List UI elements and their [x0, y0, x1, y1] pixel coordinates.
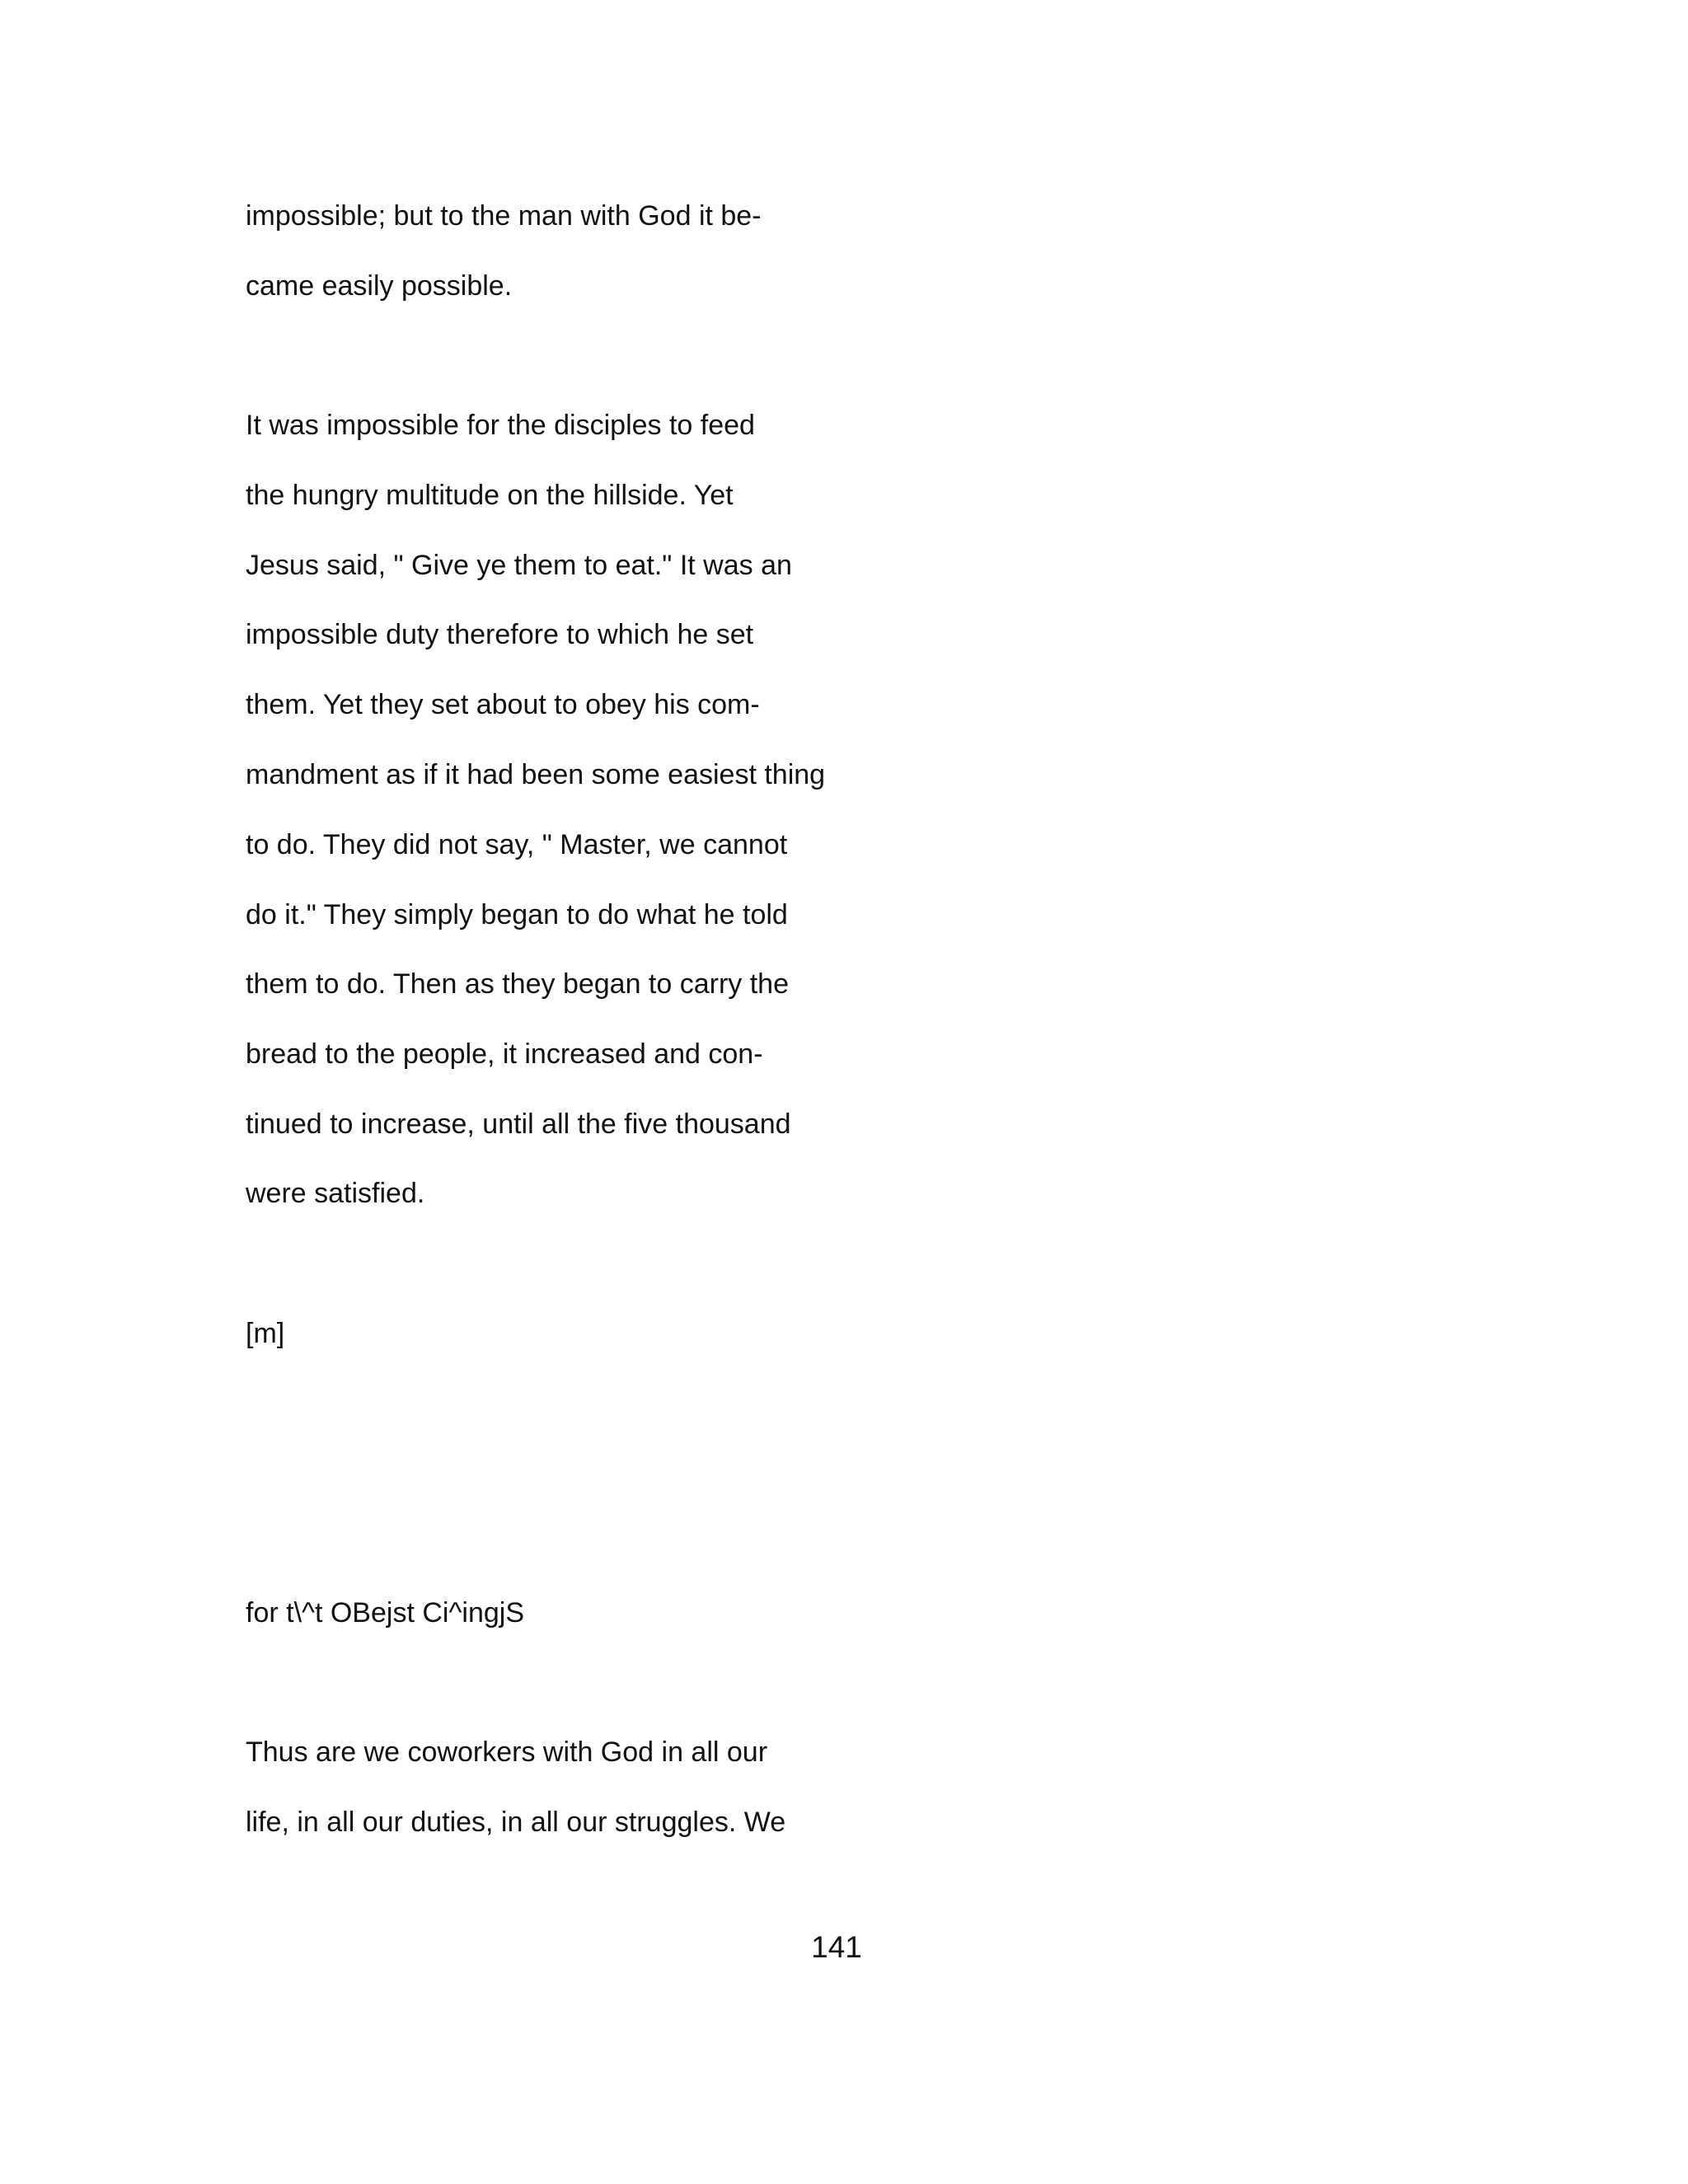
text-line-14: were satisfied. — [246, 1178, 425, 1209]
text-line-13: tinued to increase, until all the five thousand — [246, 1108, 791, 1140]
text-line-7: them. Yet they set about to obey his com- — [246, 689, 760, 720]
text-line-17: Thus are we coworkers with God in all our — [246, 1736, 768, 1768]
text-line-8: mandment as if it had been some easiest thing — [246, 759, 826, 790]
text-line-2: came easily possible. — [246, 270, 513, 302]
text-line-6: impossible duty therefore to which he set — [246, 619, 754, 650]
text-line-3: It was impossible for the disciples to feed — [246, 410, 755, 441]
text-line-10: do it." They simply began to do what he told — [246, 899, 788, 930]
text-line-4: the hungry multitude on the hillside. Yet — [246, 480, 734, 511]
page-number: 141 — [811, 1930, 862, 1964]
text-line-18: life, in all our duties, in all our struggles. We — [246, 1807, 786, 1838]
text-line-5: Jesus said, " Give ye them to eat." It was an — [246, 550, 792, 581]
bracket-marker: [m] — [246, 1318, 285, 1349]
text-line-9: to do. They did not say, " Master, we cannot — [246, 829, 788, 860]
garbled-heading: for t\^t OBejst Ci^ingjS — [246, 1597, 525, 1629]
text-line-12: bread to the people, it increased and con- — [246, 1038, 763, 1070]
text-line-11: them to do. Then as they began to carry the — [246, 968, 789, 1000]
text-line-1: impossible; but to the man with God it be- — [246, 200, 762, 232]
